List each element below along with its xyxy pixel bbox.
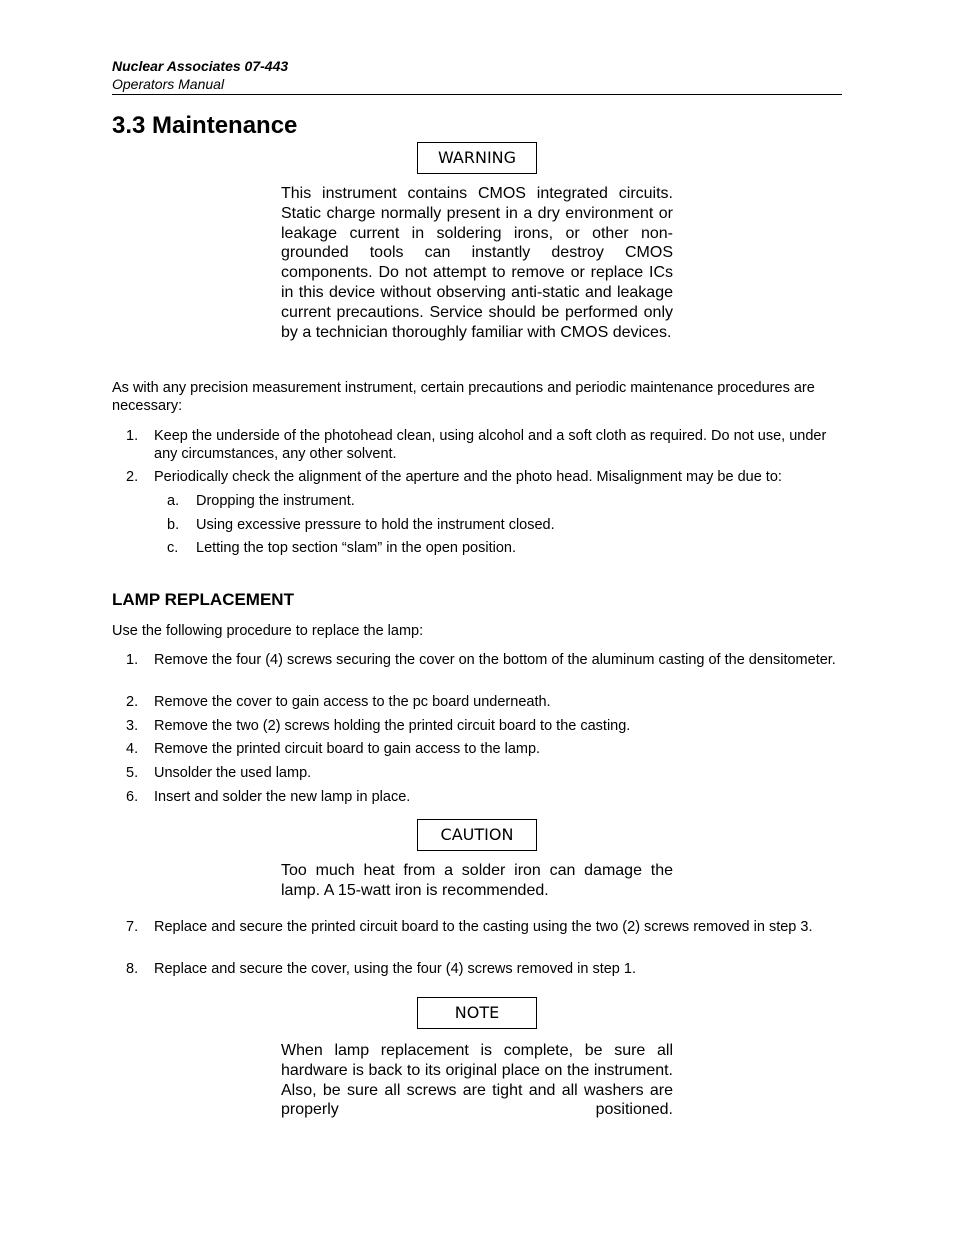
list-item-number: 2.: [126, 694, 139, 710]
list-item-number: 1.: [126, 428, 139, 444]
list-item-text: Remove the two (2) screws holding the printed circuit board to the casting.: [154, 718, 631, 734]
caution-text: Too much heat from a solder iron can damage the lamp. A 15-watt iron is recommended.: [281, 862, 673, 899]
list-item-text: Insert and solder the new lamp in place.: [154, 789, 411, 805]
list-item-number: 8.: [126, 961, 139, 977]
list-item-text: Keep the underside of the photohead clean, using alcohol and a soft cloth as required. Do not use, under any circumstances, any other solvent.: [154, 428, 827, 462]
sub-list-item-text: Using excessive pressure to hold the instrument closed.: [196, 517, 555, 533]
list-item-number: 2.: [126, 469, 139, 485]
warning-text: This instrument contains CMOS integrated circuits. Static charge normally present in a dry environment or leakage current in soldering irons, or other non-grounded tools can instantly destroy CMOS components. Do not attempt to remove or replace ICs in this device without observing anti-static and leakage current precautions. Service should be performed only by a technician thoroughly familiar with CMOS devices.: [281, 185, 673, 341]
list-item-number: 4.: [126, 741, 139, 757]
list-item-text: Remove the four (4) screws securing the cover on the bottom of the aluminum casting of the densitometer.: [154, 652, 836, 668]
sub-list-item-letter: c.: [167, 540, 179, 556]
list-item-number: 3.: [126, 718, 139, 734]
list-item-number: 6.: [126, 789, 139, 805]
sub-list-item-letter: a.: [167, 493, 180, 509]
note-text: When lamp replacement is complete, be sure all hardware is back to its original place on the instrument. Also, be sure all screws are tight and all washers are properly positioned.: [281, 1042, 673, 1119]
note-label: NOTE: [417, 997, 537, 1029]
sub-list-item-text: Dropping the instrument.: [196, 493, 355, 509]
list-item-text: Remove the cover to gain access to the pc board underneath.: [154, 694, 551, 710]
lamp-replacement-heading: LAMP REPLACEMENT: [112, 590, 294, 609]
lamp-replacement-intro: Use the following procedure to replace the lamp:: [112, 623, 424, 639]
list-item-text: Replace and secure the cover, using the four (4) screws removed in step 1.: [154, 961, 636, 977]
list-item-text: Remove the printed circuit board to gain access to the lamp.: [154, 741, 541, 757]
list-item-text: Replace and secure the printed circuit board to the casting using the two (2) screws removed in step 3.: [154, 919, 813, 935]
maintenance-intro: As with any precision measurement instrument, certain precautions and periodic maintenance procedures are necessary:: [112, 380, 815, 414]
warning-label: WARNING: [417, 142, 537, 174]
header-product: Nuclear Associates 07-443: [112, 58, 289, 74]
sub-list-item-letter: b.: [167, 517, 180, 533]
running-header: [112, 57, 842, 95]
header-doc-type: Operators Manual: [112, 76, 225, 92]
list-item-number: 1.: [126, 652, 139, 668]
list-item-text: Unsolder the used lamp.: [154, 765, 312, 781]
list-item-text: Periodically check the alignment of the aperture and the photo head. Misalignment may be due to:: [154, 469, 782, 485]
list-item-number: 7.: [126, 919, 139, 935]
section-title: 3.3 Maintenance: [112, 112, 298, 139]
list-item-number: 5.: [126, 765, 139, 781]
sub-list-item-text: Letting the top section “slam” in the open position.: [196, 540, 516, 556]
caution-label: CAUTION: [417, 819, 537, 851]
